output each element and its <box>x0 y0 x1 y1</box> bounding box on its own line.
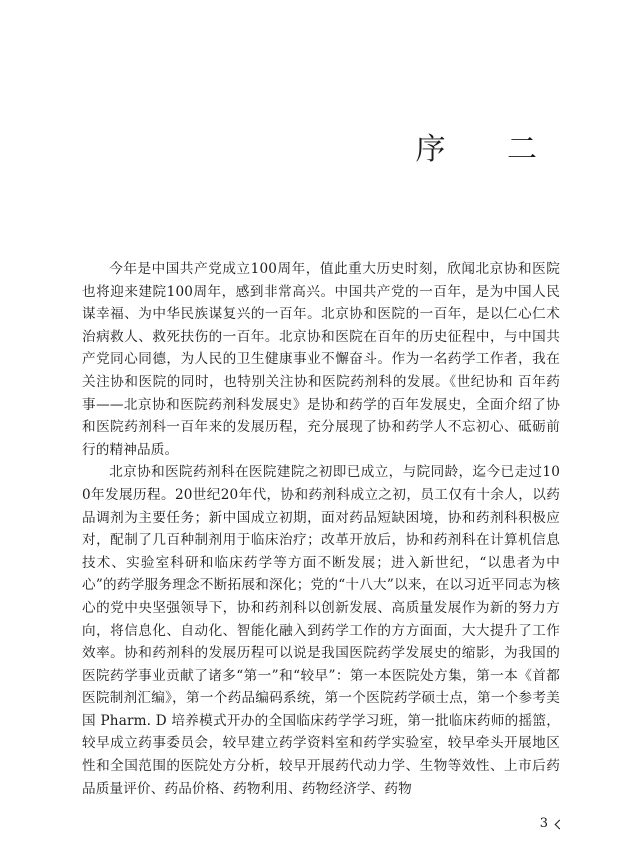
chevron-left-icon <box>555 819 565 829</box>
paragraph-2: 北京协和医院药剂科在医院建院之初即已成立，与院同龄，迄今已走过100年发展历程。20世纪20年代，协和药剂科成立之初，员工仅有十余人，以药品调剂为主要任务；新中国成立初期，面对药品短缺困境，协和药剂科积极应对，配制了几百种制剂用于临床治疗；改革开放后，协和药剂科在计算机信息技术、实验室科研和临床药学等方面不断发展；进入新世纪，“以患者为中心”的药学服务理念不断拓展和深化；党的“十八大”以来，在以习近平同志为核心的党中央坚强领导下，协和药剂科以创新发展、高质量发展作为新的努力方向，将信息化、自动化、智能化融入到药学工作的方方面面，大大提升了工作效率。协和药剂科的发展历程可以说是我国医院药学发展史的缩影，为我国的医院药学事业贡献了诸多“第一”和“较早”：第一本医院处方集，第一本《首都医院制剂汇编》，第一个药品编码系统，第一个医院药学硕士点，第一个参考美国 Pharm. D 培养模式开办的全国临床药学学习班，第一批临床药师的摇篮，较早成立药事委员会，较早建立药学资料室和药学实验室，较早牵头开展地区性和全国范围的医院处方分析，较早开展药代动力学、生物等效性、上市后药品质量评价、药品价格、药物利用、药物经济学、药物 <box>82 464 560 797</box>
page-title: 序 二 <box>415 132 563 167</box>
page-footer <box>540 816 563 832</box>
body-text <box>82 258 560 800</box>
paragraph-1: 今年是中国共产党成立100周年，值此重大历史时刻，欣闻北京协和医院也将迎来建院100周年，感到非常高兴。中国共产党的一百年，是为中国人民谋幸福、为中华民族谋复兴的一百年。北京协和医院的一百年，是以仁心仁术治病救人、救死扶伤的一百年。北京协和医院在百年的历史征程中，与中国共产党同心同德，为人民的卫生健康事业不懈奋斗。作为一名药学工作者，我在关注协和医院的同时，也特别关注协和医院药剂科的发展。《世纪协和 百年药事——北京协和医院药剂科发展史》是协和药学的百年发展史，全面介绍了协和医院药剂科一百年来的发展历程，充分展现了协和药学人不忘初心、砥砺前行的精神品质。 <box>82 261 560 458</box>
page-number: 3 <box>539 816 548 831</box>
